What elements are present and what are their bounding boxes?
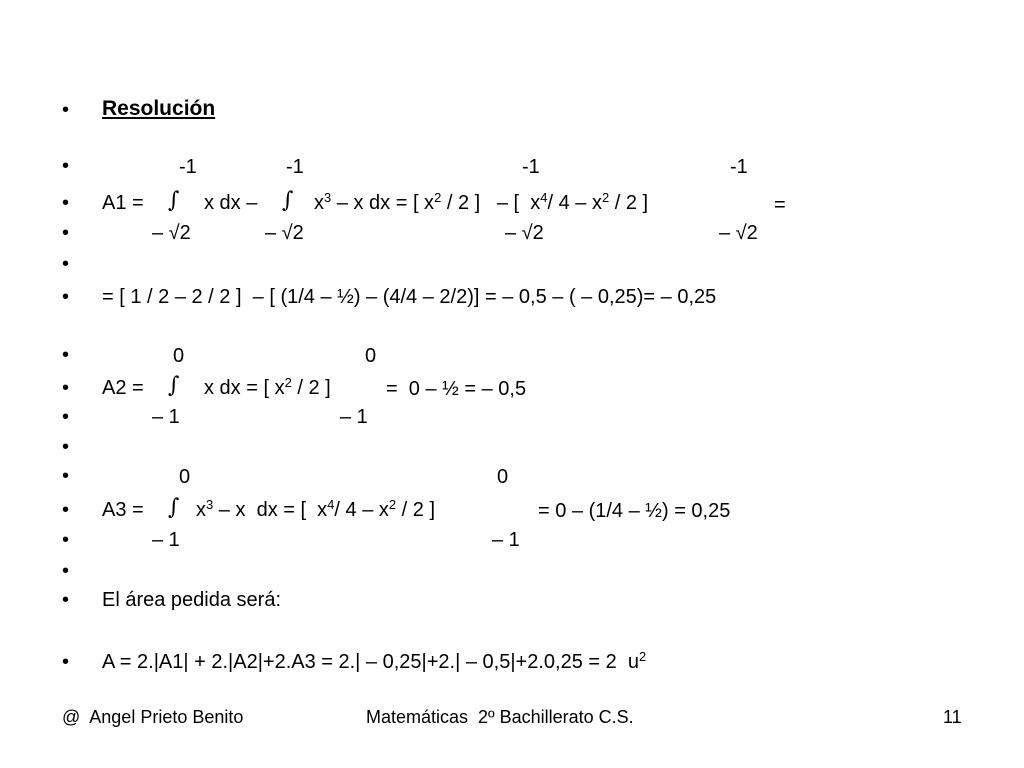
integral-symbol: ∫: [168, 188, 180, 213]
a2-lower-limit: – 1: [340, 406, 368, 428]
a3-result: = 0 – (1/4 – ½) = 0,25: [538, 500, 731, 522]
bullet: •: [62, 651, 70, 673]
a1-upper-limit: -1: [179, 156, 197, 178]
a1-term-1: x dx –: [204, 192, 258, 214]
bullet: •: [62, 499, 70, 521]
footer-author: @ Angel Prieto Benito: [62, 707, 244, 727]
a3-lower-limit: – 1: [152, 529, 180, 551]
a1-lower-limit: – √2: [719, 222, 758, 244]
a1-lhs: A1 =: [102, 192, 144, 214]
a1-equals: =: [774, 194, 786, 216]
bullet: •: [62, 465, 70, 487]
bullet: •: [62, 192, 70, 214]
a1-lower-limit: – √2: [265, 222, 304, 244]
a2-lower-limit: – 1: [152, 406, 180, 428]
a1-term-2: $x^3$ – x dx = [ $x^2 / 2$ ] – [ $x^4/$ $4 - x^2 / 2$ ]: [314, 190, 649, 214]
bullet: •: [62, 436, 70, 458]
bullet: •: [62, 286, 70, 308]
bullet: •: [62, 377, 70, 399]
a1-lower-limit: – √2: [505, 222, 544, 244]
a3-lhs: A3 =: [102, 499, 144, 521]
a1-lower-limit: – √2: [152, 222, 191, 244]
a3-expression: $x^3$ – x dx = [ $x^4/$ $4 - x^2 / 2$ ]: [196, 497, 436, 521]
a2-result: = 0 – ½ = – 0,5: [386, 378, 527, 400]
footer-course: Matemáticas 2º Bachillerato C.S.: [366, 707, 634, 727]
a1-upper-limit: -1: [730, 156, 748, 178]
bullet: •: [62, 99, 70, 121]
bullet: •: [62, 222, 70, 244]
footer-page-number: 11: [943, 707, 962, 727]
a2-lhs: A2 =: [102, 377, 144, 399]
bullet: •: [62, 344, 70, 366]
a3-upper-limit: 0: [497, 466, 509, 488]
bullet: •: [62, 560, 70, 582]
bullet: •: [62, 529, 70, 551]
bullet: •: [62, 406, 70, 428]
integral-symbol: ∫: [282, 188, 294, 213]
a2-upper-limit: 0: [173, 345, 185, 367]
slide-title: Resolución: [102, 97, 216, 120]
bullet: •: [62, 253, 70, 275]
a1-upper-limit: -1: [286, 156, 304, 178]
bullet: •: [62, 155, 70, 177]
a1-result-line: = [ 1 / 2 – 2 / 2 ] – [ (1/4 – ½) – (4/4 – 2/2)] = – 0,5 – ( – 0,25)= – 0,25: [102, 286, 717, 308]
bullet: •: [62, 589, 70, 611]
a1-upper-limit: -1: [522, 156, 540, 178]
a2-expression: x dx = [ $x^2 / 2$ ]: [204, 375, 331, 399]
a2-upper-limit: 0: [365, 345, 377, 367]
area-formula: A = 2.|A1| + 2.|A2|+2.A3 = 2.| – 0,25|+2.| – 0,5|+2.0,25 = 2 $u^2$: [102, 649, 647, 673]
integral-symbol: ∫: [168, 495, 180, 520]
integral-symbol: ∫: [168, 373, 180, 398]
a3-upper-limit: 0: [179, 466, 191, 488]
area-label: El área pedida será:: [102, 589, 282, 611]
a3-lower-limit: – 1: [492, 529, 520, 551]
